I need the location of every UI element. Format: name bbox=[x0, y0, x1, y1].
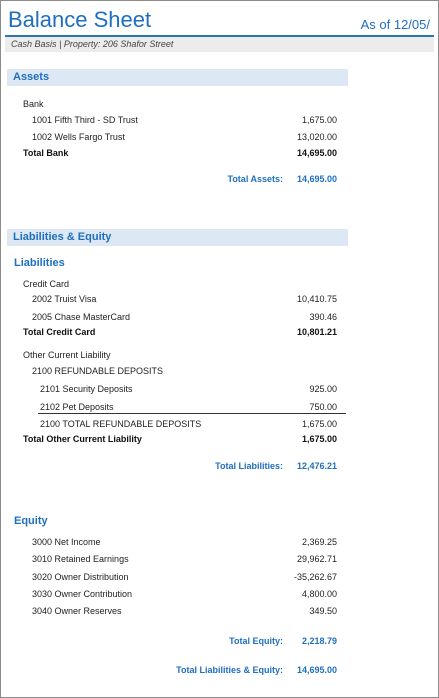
account-amount: 349.50 bbox=[309, 606, 337, 616]
liabilities-equity-section-bar: Liabilities & Equity bbox=[7, 229, 348, 246]
account-amount: 1,675.00 bbox=[301, 115, 337, 125]
account-name: 3010 Retained Earnings bbox=[32, 554, 129, 564]
total-bank-amount: 14,695.00 bbox=[296, 148, 337, 158]
account-name: 3030 Owner Contribution bbox=[32, 589, 133, 599]
account-amount: 925.00 bbox=[309, 384, 337, 394]
account-amount: 10,410.75 bbox=[296, 294, 337, 304]
total-credit-card-label: Total Credit Card bbox=[23, 327, 96, 337]
account-amount: 2,369.25 bbox=[301, 537, 337, 547]
report-subheader: Cash Basis | Property: 206 Shafor Street bbox=[5, 37, 434, 52]
liabilities-heading: Liabilities bbox=[14, 257, 65, 269]
total-other-current-liability-amount: 1,675.00 bbox=[301, 434, 337, 444]
as-of-date: As of 12/05/ bbox=[360, 17, 430, 32]
bank-group-label: Bank bbox=[23, 99, 44, 109]
total-credit-card-amount: 10,801.21 bbox=[296, 327, 337, 337]
total-liabilities-amount: 12,476.21 bbox=[296, 461, 337, 471]
account-name: 1002 Wells Fargo Trust bbox=[32, 132, 125, 142]
total-liabilities-label: Total Liabilities: bbox=[215, 461, 283, 471]
report-title: Balance Sheet bbox=[8, 7, 152, 32]
total-other-current-liability-label: Total Other Current Liability bbox=[23, 434, 142, 444]
account-amount: 4,800.00 bbox=[301, 589, 337, 599]
total-liabilities-equity-label: Total Liabilities & Equity: bbox=[176, 665, 283, 675]
account-name: 2102 Pet Deposits bbox=[40, 402, 114, 412]
credit-card-group-label: Credit Card bbox=[23, 279, 70, 289]
account-amount: 13,020.00 bbox=[296, 132, 337, 142]
account-amount: 390.46 bbox=[309, 312, 337, 322]
account-amount: 750.00 bbox=[309, 402, 337, 412]
total-liabilities-equity-amount: 14,695.00 bbox=[296, 665, 337, 675]
total-bank-label: Total Bank bbox=[23, 148, 69, 158]
account-name: 2101 Security Deposits bbox=[40, 384, 133, 394]
total-assets-label: Total Assets: bbox=[227, 174, 283, 184]
account-name: 3040 Owner Reserves bbox=[32, 606, 122, 616]
total-equity-label: Total Equity: bbox=[229, 636, 283, 646]
account-name: 2005 Chase MasterCard bbox=[32, 312, 131, 322]
assets-section-bar: Assets bbox=[7, 69, 348, 86]
report-header bbox=[5, 5, 434, 37]
account-amount: -35,262.67 bbox=[293, 572, 337, 582]
total-assets-amount: 14,695.00 bbox=[296, 174, 337, 184]
account-name: 3000 Net Income bbox=[32, 537, 101, 547]
refundable-deposits-total-amount: 1,675.00 bbox=[301, 419, 337, 429]
account-name: 3020 Owner Distribution bbox=[32, 572, 129, 582]
subtotal-rule bbox=[38, 413, 346, 414]
account-name: 2002 Truist Visa bbox=[32, 294, 97, 304]
equity-heading: Equity bbox=[14, 515, 48, 527]
other-current-liability-group-label: Other Current Liability bbox=[23, 350, 111, 360]
refundable-deposits-total-label: 2100 TOTAL REFUNDABLE DEPOSITS bbox=[40, 419, 202, 429]
total-equity-amount: 2,218.79 bbox=[301, 636, 337, 646]
refundable-deposits-parent-label: 2100 REFUNDABLE DEPOSITS bbox=[32, 366, 164, 376]
account-amount: 29,962.71 bbox=[296, 554, 337, 564]
account-name: 1001 Fifth Third - SD Trust bbox=[32, 115, 138, 125]
